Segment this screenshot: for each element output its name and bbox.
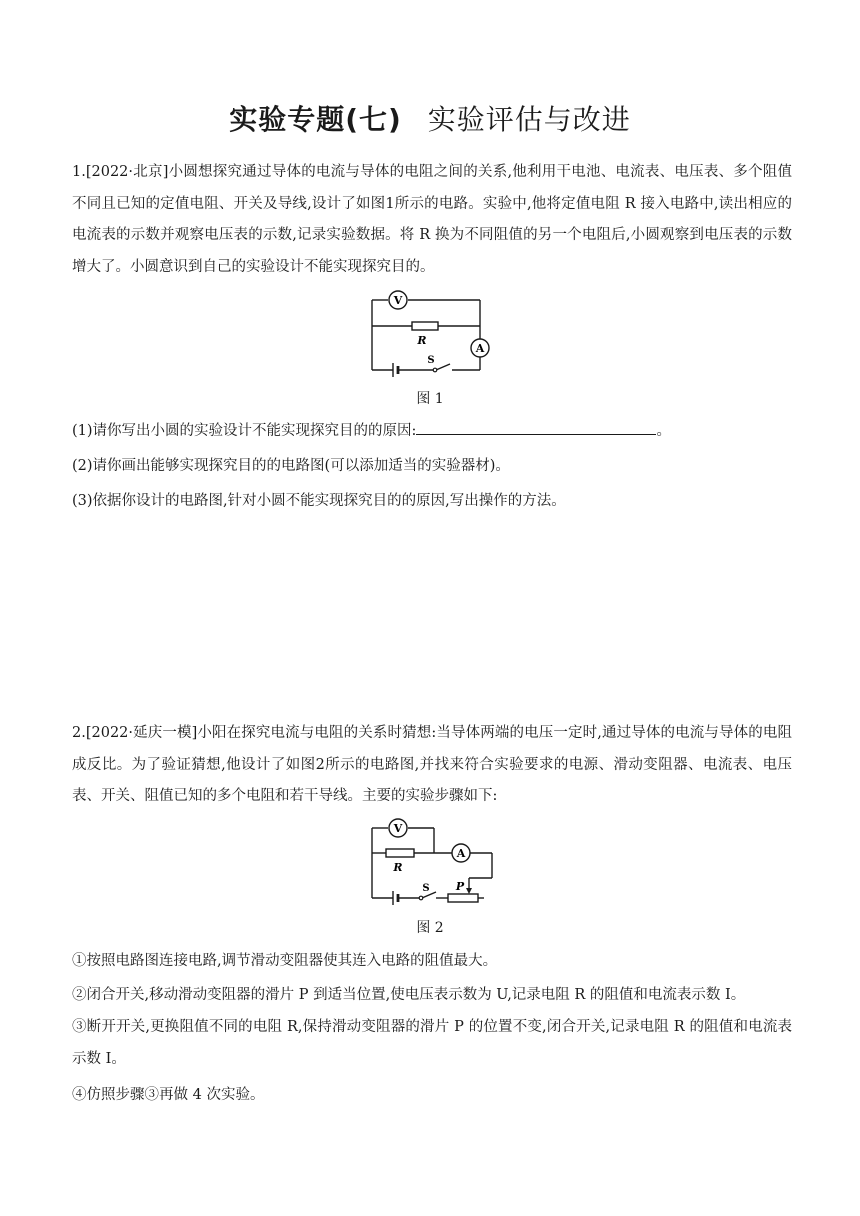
figure-1-caption: 图 1 <box>416 391 444 407</box>
figure-2-circuit <box>360 816 500 908</box>
question-1-part-1 <box>72 420 792 442</box>
question-1-text: 1.[2022·北京]小圆想探究通过导体的电流与导体的电阻之间的关系,他利用干电池、电流表、电压表、多个阻值不同且已知的定值电阻、开关及导线,设计了如图1所示的电路。实验中,他将定值电阻 R 接入电路中,读出相应的电流表的示数并观察电压表的示数,记录实验数据。将 R 换为不同阻值的另一个电阻后,小圆观察到电压表的示数增大了。小圆意识到自己的实验设计不能实现探究目的。 <box>72 164 792 275</box>
title-sub: 实验评估与改进 <box>427 103 631 136</box>
ammeter-label: A <box>475 342 485 355</box>
step-3: ③断开开关,更换阻值不同的电阻 R,保持滑动变阻器的滑片 P 的位置不变,闭合开关,记录电阻 R 的阻值和电流表示数 I。 <box>72 1019 792 1067</box>
ammeter-label: A <box>456 847 466 860</box>
switch-label: S <box>422 883 430 894</box>
step-1: ①按照电路图连接电路,调节滑动变阻器使其连入电路的阻值最大。 <box>72 953 498 969</box>
figure-2-caption: 图 2 <box>416 920 444 936</box>
switch-label: S <box>427 355 435 366</box>
figure-1-circuit <box>360 288 500 380</box>
answer-blank[interactable] <box>416 420 656 435</box>
step-2: ②闭合开关,移动滑动变阻器的滑片 P 到适当位置,使电压表示数为 U,记录电阻 R 的阻值和电流表示数 I。 <box>72 987 746 1003</box>
title-main: 实验专题(七) <box>229 103 402 136</box>
voltmeter-label: V <box>393 822 403 835</box>
resistor-label: R <box>393 861 403 874</box>
step-4: ④仿照步骤③再做 4 次实验。 <box>72 1087 265 1103</box>
resistor-label: R <box>417 334 427 347</box>
slider-label: P <box>455 880 465 893</box>
question-1-part-1-prompt: (1)请你写出小圆的实验设计不能实现探究目的的原因: <box>72 423 417 439</box>
question-1-part-1-end: 。 <box>656 423 671 439</box>
question-2-text: 2.[2022·延庆一模]小阳在探究电流与电阻的关系时猜想:当导体两端的电压一定时,通过导体的电流与导体的电阻成反比。为了验证猜想,他设计了如图2所示的电路图,并找来符合实验要求的电源、滑动变阻器、电流表、电压表、开关、阻值已知的多个电阻和若干导线。主要的实验步骤如下: <box>72 725 792 804</box>
voltmeter-label: V <box>393 294 403 307</box>
page-title <box>0 98 860 138</box>
question-1-part-3: (3)依据你设计的电路图,针对小圆不能实现探究目的的原因,写出操作的方法。 <box>72 493 566 509</box>
question-1-part-2: (2)请你画出能够实现探究目的的电路图(可以添加适当的实验器材)。 <box>72 458 510 474</box>
